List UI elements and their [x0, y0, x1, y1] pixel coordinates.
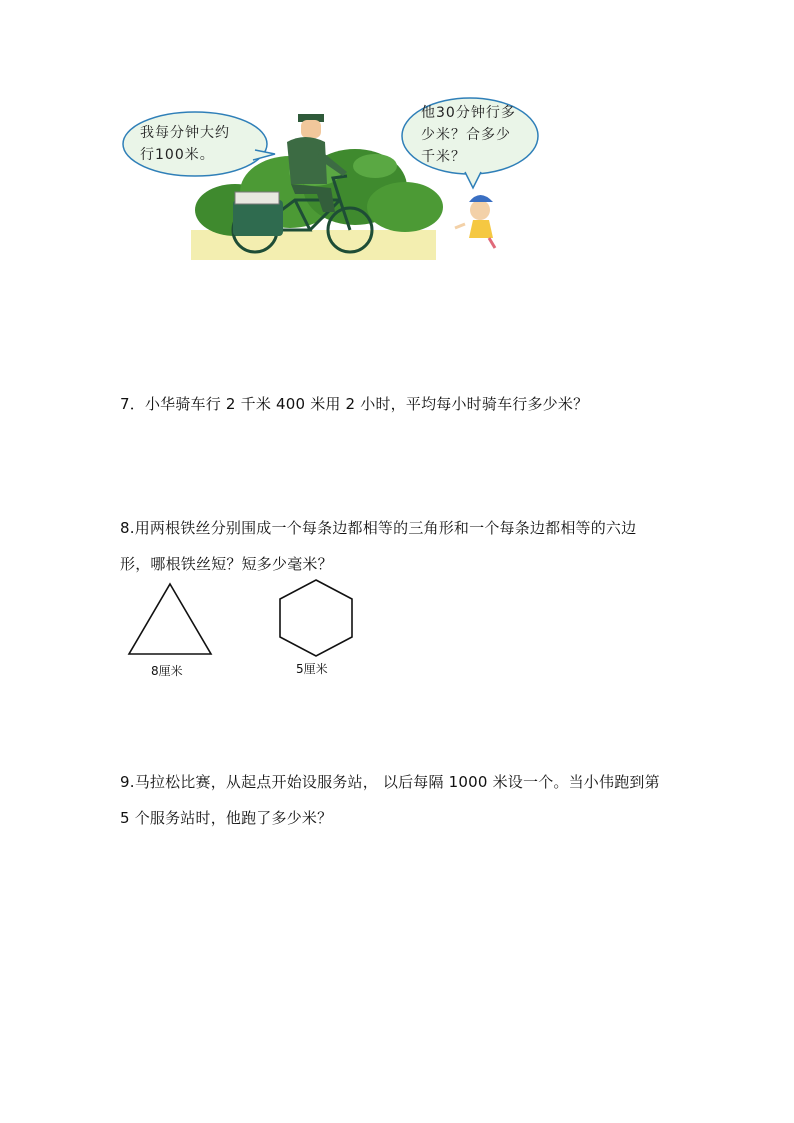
mailbag-icon	[233, 192, 283, 236]
postman-illustration	[115, 92, 555, 264]
question-9-line-1: 9.马拉松比赛，从起点开始设服务站， 以后每隔 1000 米设一个。当小伟跑到第	[120, 773, 660, 791]
child-speech-line: 他30分钟行多	[421, 105, 516, 121]
child-icon	[455, 195, 495, 248]
question-8	[120, 510, 636, 582]
triangle-icon	[125, 582, 215, 658]
postman-speech-text	[140, 122, 230, 166]
hexagon-side-label: 5厘米	[296, 662, 328, 676]
postman-speech-line: 行100米。	[140, 147, 215, 163]
hexagon-figure	[276, 578, 356, 678]
question-9	[120, 764, 660, 836]
triangle-figure	[125, 582, 215, 682]
child-speech-text	[421, 102, 516, 168]
question-8-line-1: 8.用两根铁丝分别围成一个每条边都相等的三角形和一个每条边都相等的六边	[120, 519, 637, 537]
postman-speech-line: 我每分钟大约	[140, 125, 230, 141]
child-speech-line: 少米？合多少	[421, 127, 511, 143]
hexagon-icon	[276, 578, 356, 658]
triangle-side-label: 8厘米	[151, 664, 183, 678]
question-9-line-2: 5 个服务站时，他跑了多少米？	[120, 809, 333, 827]
question-7: 7．小华骑车行 2 千米 400 米用 2 小时，平均每小时骑车行多少米？	[120, 395, 589, 413]
child-speech-line: 千米？	[421, 149, 466, 165]
question-8-line-2: 形，哪根铁丝短？短多少毫米？	[120, 555, 333, 573]
